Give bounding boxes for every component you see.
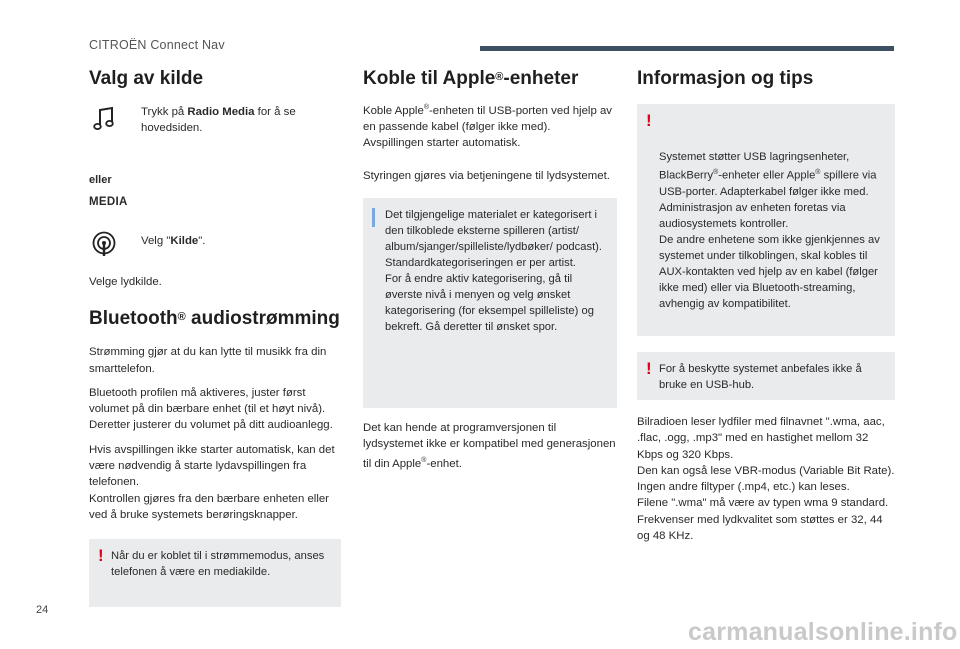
heading-informasjon-og-tips: Informasjon og tips: [637, 68, 814, 89]
media-button-label: MEDIA: [89, 196, 128, 208]
document-header-title: CITROËN Connect Nav: [89, 38, 225, 52]
apple-para-2: Styringen gjøres via betjeningene til lydsystemet.: [363, 169, 610, 182]
heading-valg-av-kilde: Valg av kilde: [89, 68, 204, 89]
step-kilde: [89, 230, 341, 274]
or-label: eller: [89, 174, 112, 186]
watermark: carmanualsonline.info: [688, 618, 958, 646]
file-formats-para: Bilradioen leser lydfiler med filnavnet ".wma, aac, .flac, .ogg, .mp3" med en hastighet mellom 32 Kbps og 320 Kbps. Den kan også lese VBR-modus (Variable Bit Rate). Ingen andre filtyper (.mp4, etc.) kan leses. Filene ".wma" må være av typen wma 9 standard. Frekvenser med lydkvalitet som støttes er 32, 44 og 48 KHz.: [637, 416, 895, 543]
step-kilde-text: Velg "Kilde".: [141, 235, 206, 247]
source-icon: [89, 230, 119, 263]
bluetooth-para-2: Bluetooth profilen må aktiveres, juster først volumet på din bærbare enhet (til et høyt nivå). Deretter justerer du volumet på ditt audioanlegg.: [89, 386, 333, 432]
select-source-text: Velge lydkilde.: [89, 276, 162, 288]
page-number: 24: [36, 604, 49, 616]
warning-note-streaming: [89, 539, 341, 607]
warning-note-hub-text: For å beskytte systemet anbefales ikke å bruke en USB-hub.: [659, 363, 862, 391]
warning-note-usb-text: Systemet støtter USB lagringsenheter, BlackBerry®-enheter eller Apple® spillere via USB-porter. Adapterkabel følger ikke med. Administrasjon av enheten foretas via audiosystemets kontroller. De andre enhetene som ikke gjenkjennes av systemet under tilkoblingen, skal kobles til AUX-kontakten ved hjelp av en kabel (følger ikke med) eller via Bluetooth-streaming, avhengig av kompatibilitet.: [659, 151, 880, 310]
bluetooth-para-1: Strømming gjør at du kan lytte til musikk fra din smarttelefon.: [89, 346, 327, 375]
column-apple-devices: [363, 66, 617, 472]
info-note-categorization: [363, 198, 617, 408]
column-info-tips: [637, 66, 895, 544]
apple-para-3: Det kan hende at programversjonen til lydsystemet ikke er kompatibel med generasjonen til din Apple®-enhet.: [363, 421, 616, 470]
warning-note-hub: [637, 352, 895, 400]
apple-para-1: Koble Apple®-enheten til USB-porten ved hjelp av en passende kabel (følger ikke med). Avspillingen starter automatisk.: [363, 104, 612, 150]
heading-bluetooth-streaming: Bluetooth® audiostrømming: [89, 308, 340, 330]
info-note-text: Det tilgjengelige materialet er kategorisert i den tilkoblede eksterne spilleren (artist/ album/sjanger/spilleliste/lydbøker/ podcast). Standardkategoriseringen er per artist. For å endre aktiv kategorisering, gå til øverste nivå i menyen og velg ønsket kategorisering (for eksempel spilleliste) og bekreft. Gå deretter til ønsket spor.: [385, 208, 603, 333]
bluetooth-para-3: Hvis avspillingen ikke starter automatisk, kan det være nødvendig å starte lydavspillingen fra telefonen. Kontrollen gjøres fra den bærbare enheten eller ved å bruke systemets berøringsknapper.: [89, 443, 335, 521]
step-radio-media-text: Trykk på Radio Media for å se hovedsiden.: [141, 106, 296, 134]
warning-note-usb: [637, 104, 895, 336]
column-source-selection: [89, 66, 341, 607]
warning-note-text: Når du er koblet til i strømmemodus, anses telefonen å være en mediakilde.: [111, 550, 325, 579]
warning-icon: !: [646, 359, 652, 378]
info-icon: [372, 208, 375, 227]
heading-koble-til-apple: Koble til Apple®-enheter: [363, 68, 579, 89]
media-label-row: [89, 176, 341, 216]
warning-icon: !: [98, 546, 104, 566]
step-radio-media: [89, 104, 341, 186]
warning-icon: !: [646, 111, 652, 130]
header-bar: [480, 46, 894, 51]
music-note-icon: [89, 106, 119, 137]
